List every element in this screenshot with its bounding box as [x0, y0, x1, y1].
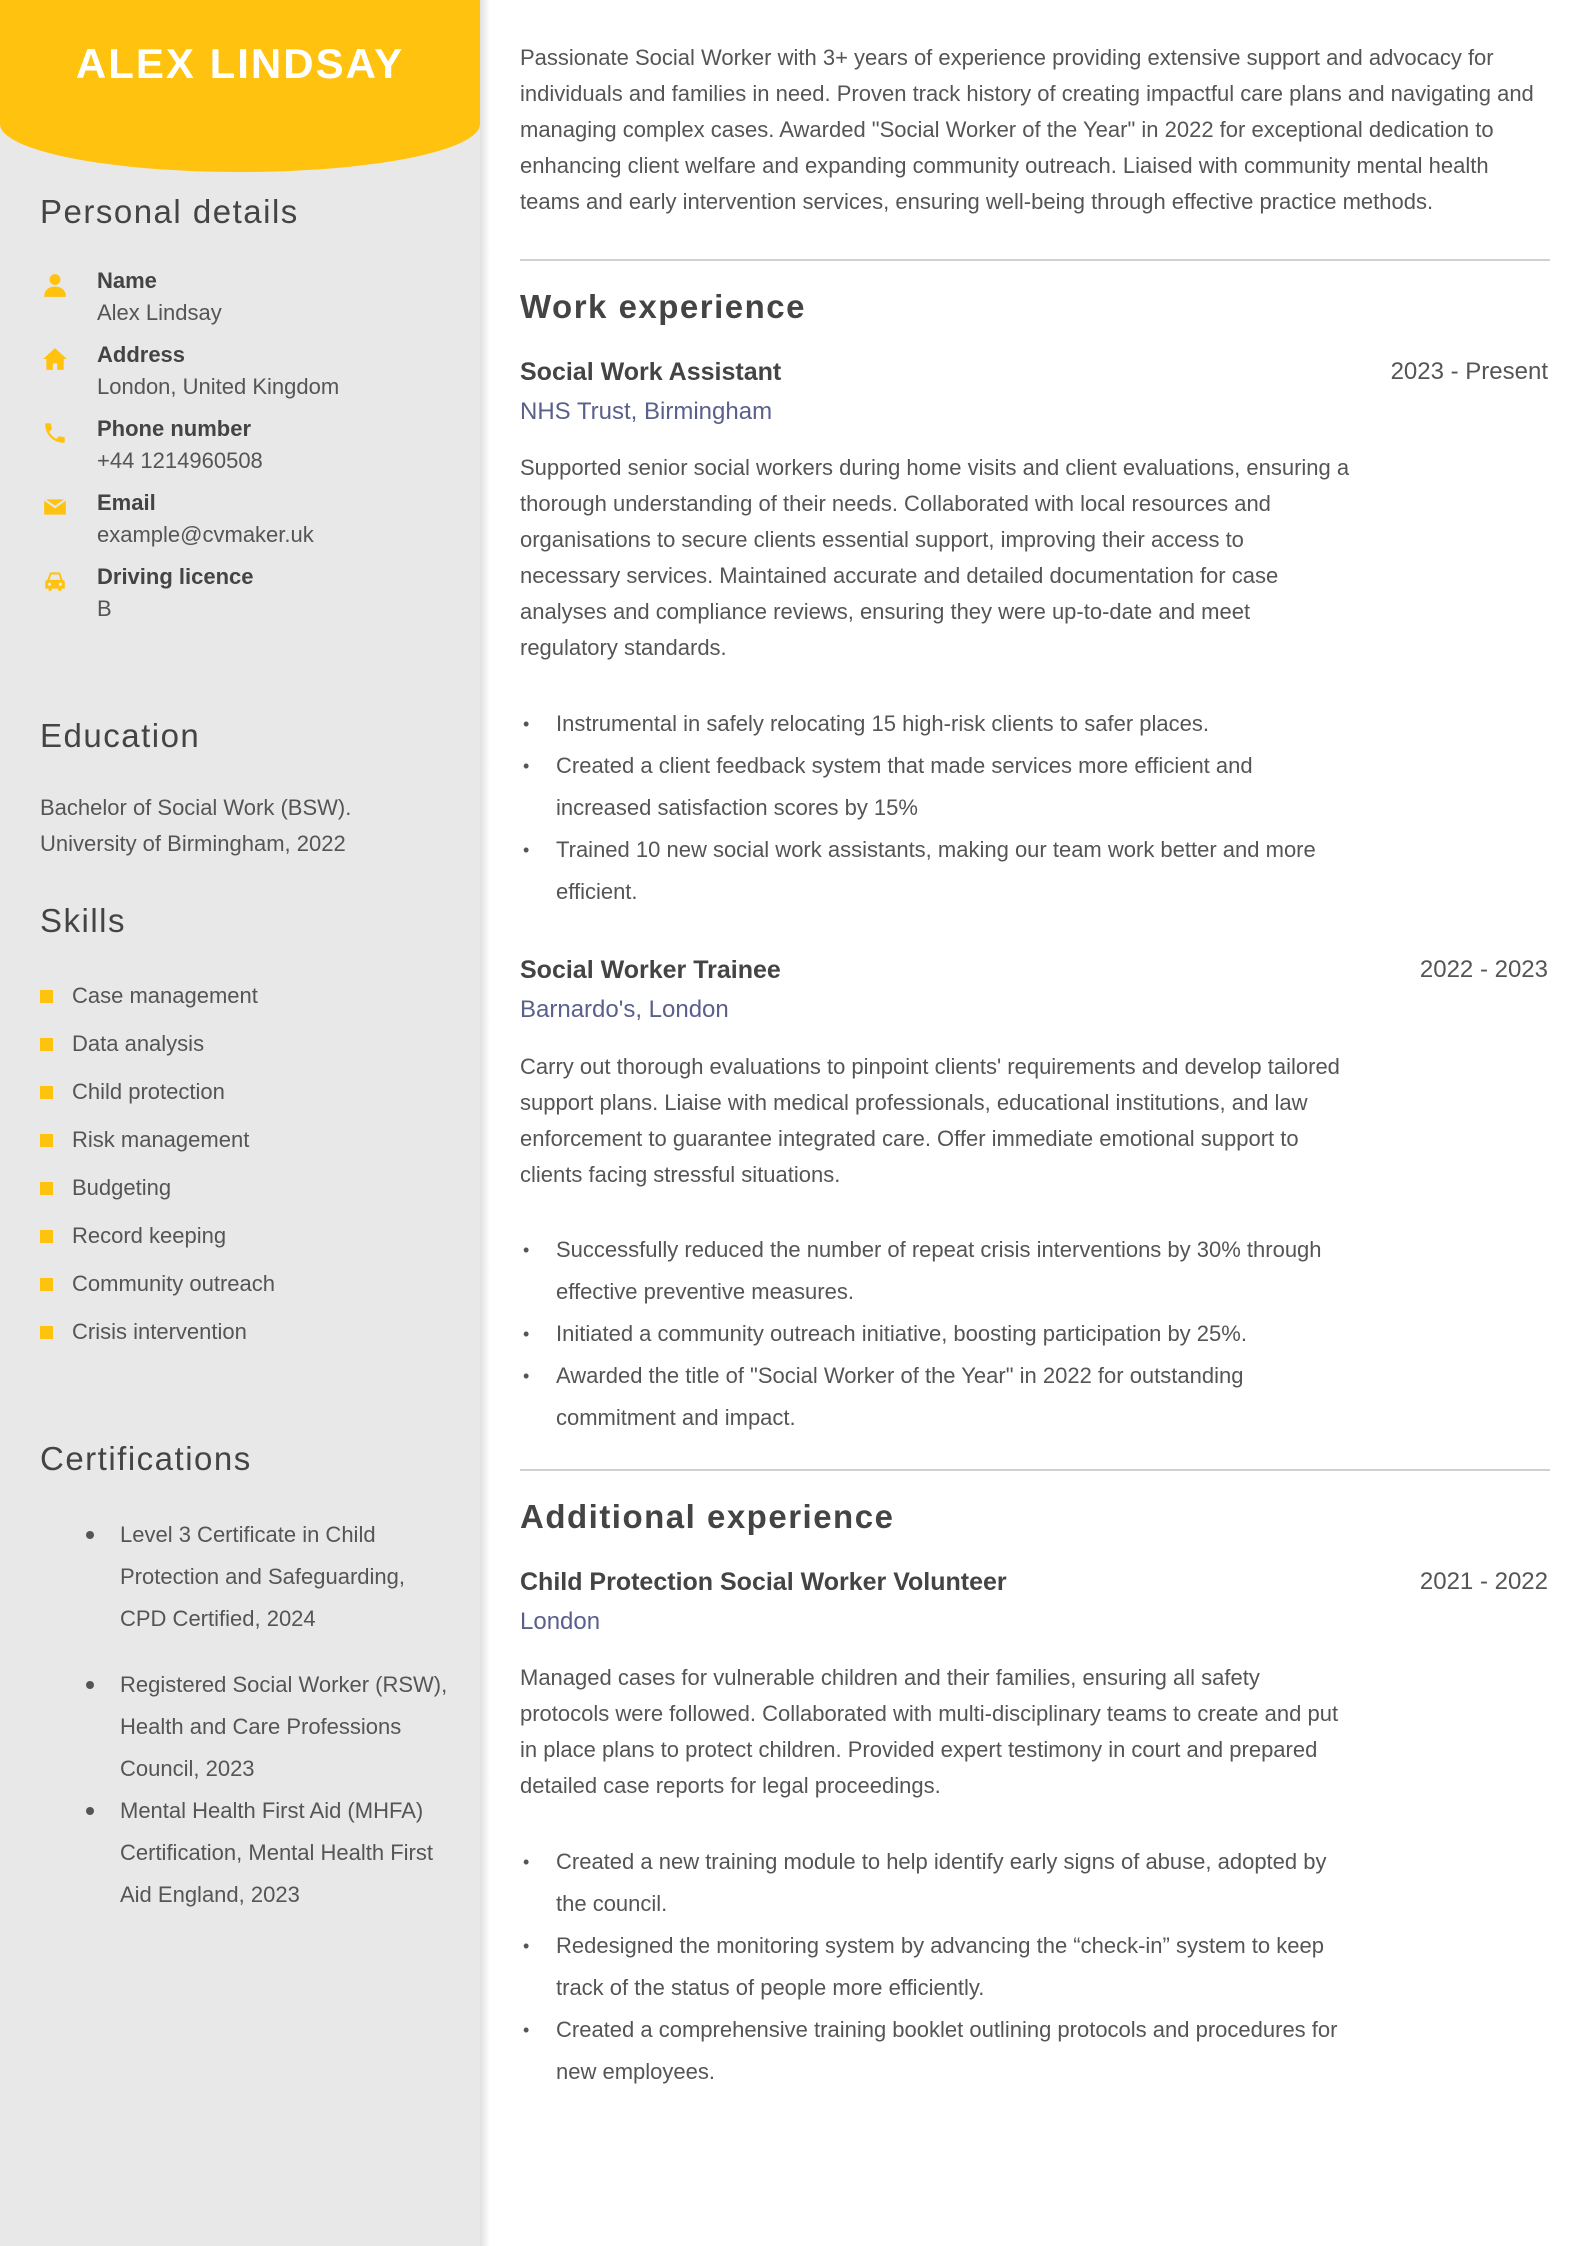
name-label: Name — [97, 268, 157, 293]
address-label: Address — [97, 342, 186, 367]
certifications-heading: Certifications — [40, 1440, 252, 1477]
email-icon — [42, 494, 68, 520]
licence-label: Driving licence — [97, 564, 254, 589]
square-bullet-icon — [40, 1086, 53, 1099]
profile-summary: Passionate Social Worker with 3+ years of experience providing extensive support and advocacy for individuals and families in need. Proven track history of creating impactful care plans and navigating and managing complex cases. Awarded "Social Worker of the Year" in 2022 for exceptional dedication to enhancing client welfare and expanding community outreach. Liaised with community mental health teams and early intervention services, ensuring well-being through effective practice methods. — [520, 45, 1534, 214]
list-item: • Awarded the title of "Social Worker of the Year" in 2022 for outstanding commitment and impact. — [520, 1355, 1350, 1439]
list-item: • Successfully reduced the number of repeat crisis interventions by 30% through effective preventive measures. — [520, 1229, 1350, 1313]
list-item: • Redesigned the monitoring system by advancing the “check-in” system to keep track of the status of people more efficiently. — [520, 1925, 1350, 2009]
education-degree: Bachelor of Social Work (BSW). — [40, 795, 352, 820]
car-icon — [42, 568, 68, 594]
candidate-name: ALEX LINDSAY — [75, 40, 405, 87]
job-title: Social Work Assistant — [520, 358, 782, 386]
certification-item: Registered Social Worker (RSW), Health and Care Professions Council, 2023 — [88, 1664, 448, 1790]
bullet-dot-icon — [86, 1531, 94, 1539]
certification-item: Level 3 Certificate in Child Protection and Safeguarding, CPD Certified, 2024 — [88, 1514, 448, 1640]
job-title: Social Worker Trainee — [520, 956, 781, 984]
bullet-dot-icon — [86, 1807, 94, 1815]
section-divider — [520, 259, 1550, 261]
job-dates: 2023 - Present — [1390, 358, 1548, 385]
personal-detail-address — [40, 342, 460, 408]
job-organisation: NHS Trust, Birmingham — [520, 398, 773, 425]
phone-value: +44 1214960508 — [97, 448, 263, 473]
skills-heading: Skills — [40, 902, 127, 939]
name-header — [0, 0, 480, 172]
job-dates: 2021 - 2022 — [1419, 1568, 1548, 1595]
email-label: Email — [97, 490, 156, 515]
list-item: • Trained 10 new social work assistants, making our team work better and more efficient. — [520, 829, 1350, 913]
square-bullet-icon — [40, 990, 53, 1003]
section-divider — [520, 1469, 1550, 1471]
job-organisation: London — [520, 1608, 601, 1635]
square-bullet-icon — [40, 1038, 53, 1051]
job-title: Child Protection Social Worker Volunteer — [520, 1568, 1007, 1596]
phone-icon — [42, 420, 68, 446]
achievement-list — [520, 1229, 1350, 1439]
bullet-dot-icon — [86, 1681, 94, 1689]
square-bullet-icon — [40, 1230, 53, 1243]
job-description: Managed cases for vulnerable children and their families, ensuring all safety protocols were followed. Collaborated with multi-disciplinary teams to create and put in place plans to protect children. Provided expert testimony in court and prepared detailed case reports for legal proceedings. — [520, 1665, 1339, 1798]
square-bullet-icon — [40, 1134, 53, 1147]
square-bullet-icon — [40, 1278, 53, 1291]
achievement-list — [520, 703, 1350, 913]
job-dates: 2022 - 2023 — [1419, 956, 1548, 983]
education-heading: Education — [40, 717, 201, 754]
job-organisation: Barnardo's, London — [520, 996, 729, 1023]
achievement-list — [520, 1841, 1350, 2093]
square-bullet-icon — [40, 1182, 53, 1195]
work-experience-heading: Work experience — [520, 288, 807, 325]
education-institution: University of Birmingham, 2022 — [40, 831, 346, 856]
personal-detail-email — [40, 490, 460, 556]
sidebar-shadow — [480, 0, 490, 2246]
person-icon — [42, 272, 68, 298]
home-icon — [42, 346, 68, 372]
list-item: • Created a new training module to help identify early signs of abuse, adopted by the council. — [520, 1841, 1350, 1925]
address-value: London, United Kingdom — [97, 374, 340, 399]
list-item: • Initiated a community outreach initiative, boosting participation by 25%. — [520, 1313, 1350, 1355]
education-entry — [40, 790, 351, 862]
square-bullet-icon — [40, 1326, 53, 1339]
certification-item: Mental Health First Aid (MHFA) Certification, Mental Health First Aid England, 2023 — [88, 1790, 448, 1916]
list-item: • Instrumental in safely relocating 15 high-risk clients to safer places. — [520, 703, 1350, 745]
personal-detail-licence — [40, 564, 460, 630]
name-value: Alex Lindsay — [97, 300, 222, 325]
phone-label: Phone number — [97, 416, 252, 441]
job-description: Carry out thorough evaluations to pinpoint clients' requirements and develop tailored support plans. Liaise with medical professionals, educational institutions, and law enforcement to guarantee integrated care. Offer immediate emotional support to clients facing stressful situations. — [520, 1054, 1340, 1187]
additional-experience-heading: Additional experience — [520, 1498, 895, 1535]
personal-detail-name — [40, 268, 460, 334]
list-item: • Created a comprehensive training booklet outlining protocols and procedures for new employees. — [520, 2009, 1350, 2093]
email-value: example@cvmaker.uk — [97, 522, 314, 547]
personal-detail-phone — [40, 416, 460, 482]
job-description: Supported senior social workers during home visits and client evaluations, ensuring a thorough understanding of their needs. Collaborated with local resources and organisations to secure clients essential support, improving their access to necessary services. Maintained accurate and detailed documentation for case analyses and compliance reviews, ensuring they were up-to-date and meet regulatory standards. — [520, 455, 1350, 660]
personal-details-heading: Personal details — [40, 193, 299, 230]
licence-value: B — [97, 596, 112, 621]
list-item: • Created a client feedback system that made services more efficient and increased satisfaction scores by 15% — [520, 745, 1350, 829]
